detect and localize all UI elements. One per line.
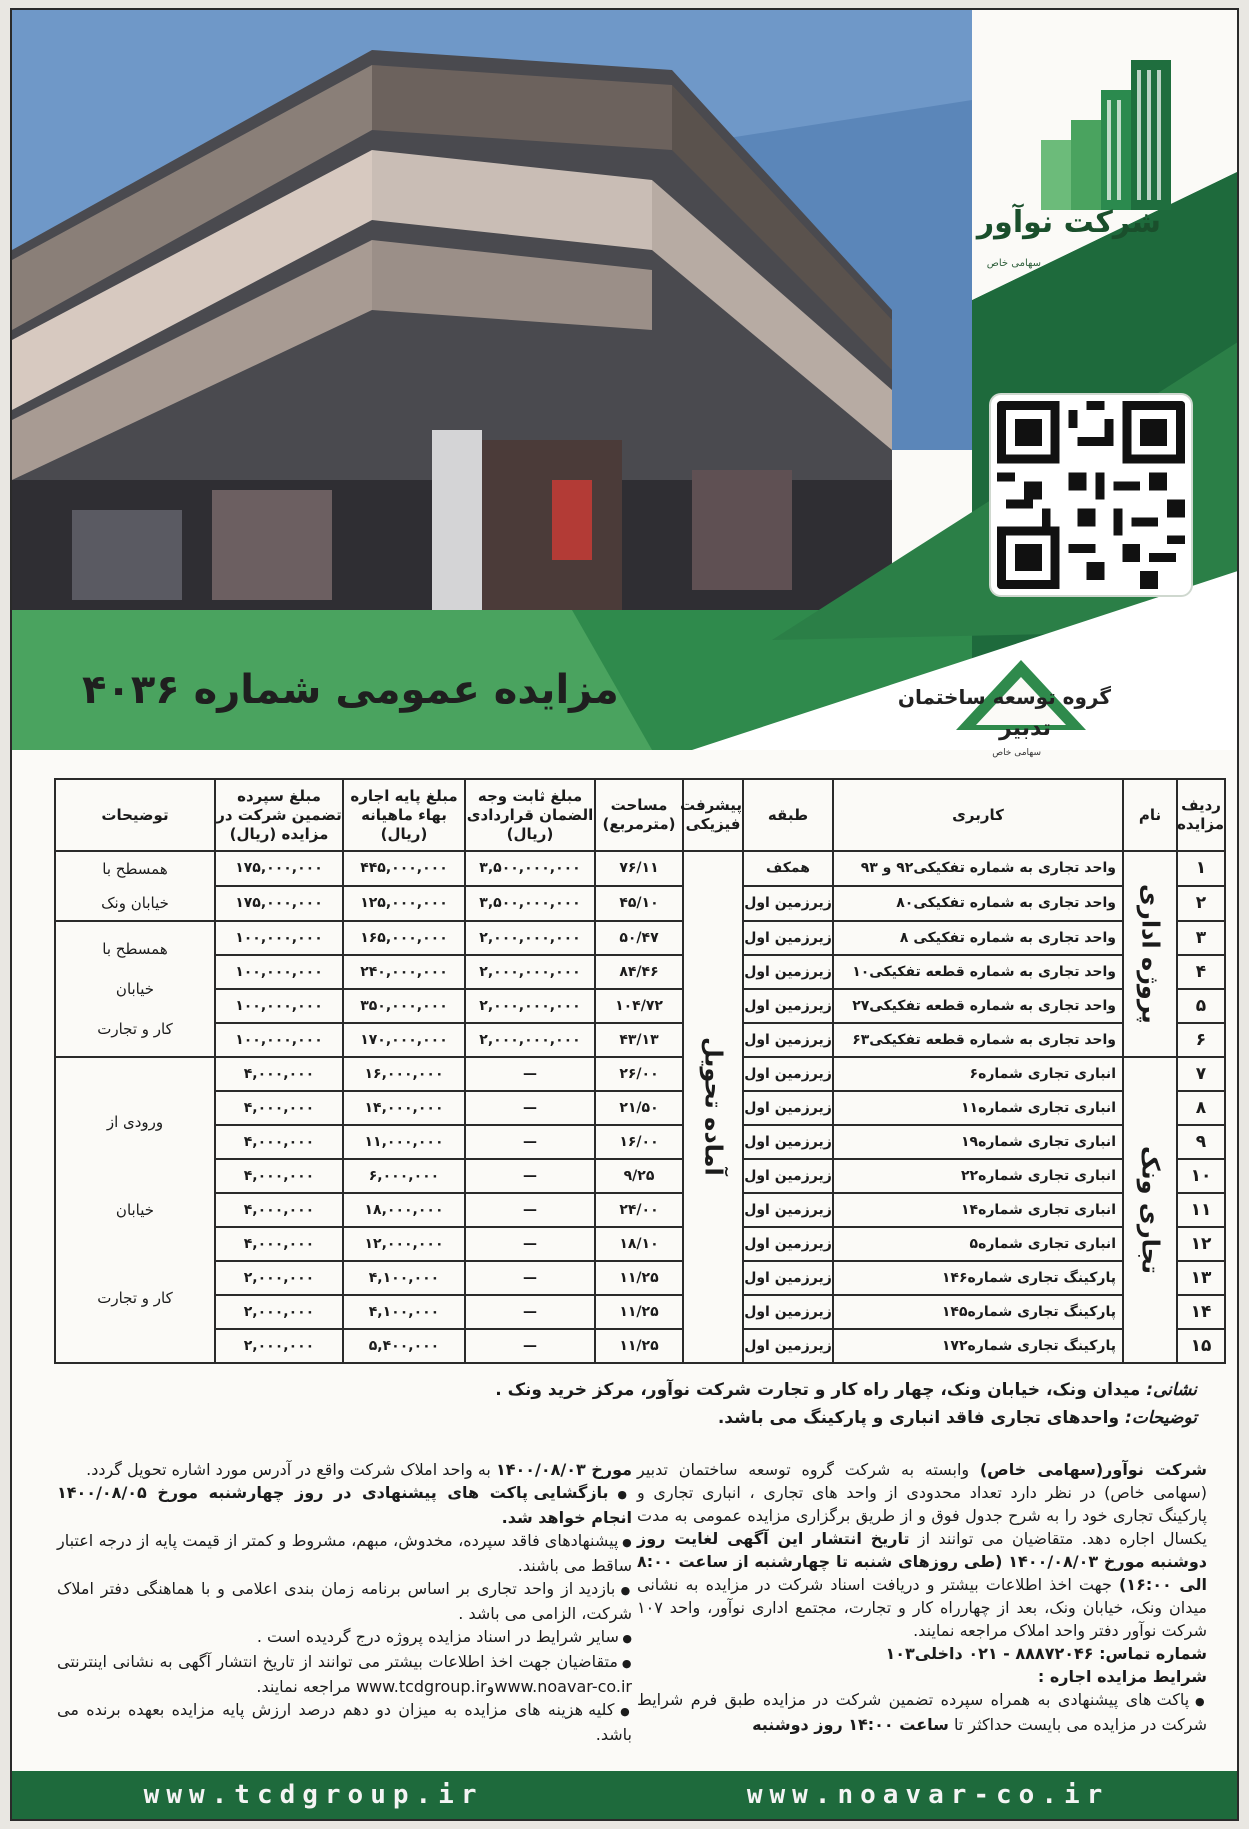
floor: زیرزمین اول xyxy=(743,1023,833,1057)
row-number: ۱۱ xyxy=(1177,1193,1225,1227)
intro-paragraph: وابسته به شرکت گروه توسعه ساختمان تدبیر (سهامی خاص) در نظر دارد تعداد محدودی از واحد های تجاری ، انباری تجاری و پارکینگ تجاری خود را به شرح جدول فوق و از طریق برگزاری مزایده عمومی به مدت یکسال اجاره دهد. متقاضیان می توانند از xyxy=(637,1460,1207,1548)
base-rent: ۱۷۰,۰۰۰,۰۰۰ xyxy=(343,1023,465,1057)
table-row xyxy=(55,1295,1225,1329)
deposit: ۱۰۰,۰۰۰,۰۰۰ xyxy=(215,1023,343,1057)
floor: زیرزمین اول xyxy=(743,1159,833,1193)
condition-costs: ● کلیه هزینه های مزایده به میزان دو دهم درصد ارزش پایه مزایده بعهده برنده می باشد. xyxy=(57,1698,632,1746)
opening-date: ● بازگشایی پاکت های پیشنهادی در روز چهارشنبه مورخ ۱۴۰۰/۰۸/۰۵ انجام خواهد شد. xyxy=(57,1481,632,1529)
deposit: ۲,۰۰۰,۰۰۰ xyxy=(215,1261,343,1295)
header-usage: کاربری xyxy=(833,779,1123,851)
row-number: ۱۰ xyxy=(1177,1159,1225,1193)
area: ۲۴/۰۰ xyxy=(595,1193,683,1227)
row-number: ۹ xyxy=(1177,1125,1225,1159)
floor: زیرزمین اول xyxy=(743,886,833,921)
row-number: ۸ xyxy=(1177,1091,1225,1125)
row-number: ۱ xyxy=(1177,851,1225,886)
table-row xyxy=(55,1227,1225,1261)
footer-url-tcdgroup[interactable]: www.tcdgroup.ir xyxy=(143,1780,484,1810)
row-number: ۲ xyxy=(1177,886,1225,921)
fixed-amount: — xyxy=(465,1159,595,1193)
condition-other: ● سایر شرایط در اسناد مزایده پروژه درج گردیده است . xyxy=(57,1625,632,1650)
notes-line: کار و تجارت xyxy=(97,1289,173,1307)
floor: زیرزمین اول xyxy=(743,1295,833,1329)
floor: زیرزمین اول xyxy=(743,1329,833,1363)
contact-phone: شماره تماس: ۸۸۸۷۲۰۴۶ - ۰۲۱ داخلی۱۰۳ xyxy=(885,1644,1207,1663)
usage: انباری تجاری شماره۱۴ xyxy=(833,1193,1123,1227)
progress-status: آماده تحویل xyxy=(699,1037,728,1176)
address-label: نشانی: xyxy=(1146,1380,1197,1400)
notes-line: ورودی از xyxy=(106,1113,164,1131)
notes-cell xyxy=(55,1057,215,1363)
table-row xyxy=(55,1125,1225,1159)
floor: زیرزمین اول xyxy=(743,989,833,1023)
deadline-text: تاریخ انتشار این آگهی لغایت روز دوشنبه مورخ ۱۴۰۰/۰۸/۰۳ (طی روزهای شنبه تا چهارشنبه از ساعت ۸:۰۰ الی ۱۶:۰۰) xyxy=(637,1529,1208,1594)
notes-line: خیابان ونک xyxy=(101,894,169,912)
address-text: میدان ونک، خیابان ونک، چهار راه کار و تجارت شرکت نوآور، مرکز خرید ونک . xyxy=(495,1380,1141,1400)
table-row xyxy=(55,921,1225,955)
qr-code xyxy=(991,395,1191,595)
floor: زیرزمین اول xyxy=(743,1261,833,1295)
base-rent: ۲۴۰,۰۰۰,۰۰۰ xyxy=(343,955,465,989)
delivery-text: به واحد املاک شرکت واقع در آدرس مورد اشاره تحویل گردد. xyxy=(86,1460,491,1479)
company-intro-name: شرکت نوآور(سهامی خاص) xyxy=(979,1460,1207,1479)
usage: انباری تجاری شماره۱۹ xyxy=(833,1125,1123,1159)
usage: واحد تجاری به شماره قطعه تفکیکی۶۳ xyxy=(833,1023,1123,1057)
header-area: مساحت (مترمربع) xyxy=(595,779,683,851)
deposit: ۱۷۵,۰۰۰,۰۰۰ xyxy=(215,886,343,921)
fixed-amount: — xyxy=(465,1227,595,1261)
floor: زیرزمین اول xyxy=(743,1057,833,1091)
area: ۴۳/۱۳ xyxy=(595,1023,683,1057)
header-progress: پیشرفت فیزیکی xyxy=(683,779,743,851)
header-row-no: ردیف مزایده xyxy=(1177,779,1225,851)
fixed-amount: — xyxy=(465,1295,595,1329)
floor: زیرزمین اول xyxy=(743,921,833,955)
floor: همکف xyxy=(743,851,833,886)
area: ۲۱/۵۰ xyxy=(595,1091,683,1125)
base-rent: ۱۴,۰۰۰,۰۰۰ xyxy=(343,1091,465,1125)
condition-1-deadline: ساعت ۱۴:۰۰ روز دوشنبه xyxy=(752,1715,949,1734)
row-number: ۳ xyxy=(1177,921,1225,955)
base-rent: ۴۴۵,۰۰۰,۰۰۰ xyxy=(343,851,465,886)
notes-cell xyxy=(55,851,215,921)
deposit: ۴,۰۰۰,۰۰۰ xyxy=(215,1227,343,1261)
base-rent: ۴,۱۰۰,۰۰۰ xyxy=(343,1295,465,1329)
row-number: ۷ xyxy=(1177,1057,1225,1091)
deposit: ۴,۰۰۰,۰۰۰ xyxy=(215,1159,343,1193)
notes-line: کار و تجارت xyxy=(97,1020,173,1038)
fixed-amount: ۳,۵۰۰,۰۰۰,۰۰۰ xyxy=(465,886,595,921)
area: ۱۰۴/۷۲ xyxy=(595,989,683,1023)
usage: واحد تجاری به شماره تفکیکی۹۲ و ۹۳ xyxy=(833,851,1123,886)
deposit: ۱۰۰,۰۰۰,۰۰۰ xyxy=(215,989,343,1023)
base-rent: ۱۲,۰۰۰,۰۰۰ xyxy=(343,1227,465,1261)
base-rent: ۶,۰۰۰,۰۰۰ xyxy=(343,1159,465,1193)
conditions-title: شرایط مزایده اجاره : xyxy=(1037,1667,1207,1686)
condition-visit: ● بازدید از واحد تجاری بر اساس برنامه زمان بندی اعلامی و با هماهنگی دفتر املاک شرکت، الزامی می باشد . xyxy=(57,1577,632,1625)
fixed-amount: ۳,۵۰۰,۰۰۰,۰۰۰ xyxy=(465,851,595,886)
usage: واحد تجاری به شماره تفکیکی ۸ xyxy=(833,921,1123,955)
notes-cell xyxy=(55,921,215,1057)
row-number: ۱۴ xyxy=(1177,1295,1225,1329)
usage: پارکینگ تجاری شماره۱۷۲ xyxy=(833,1329,1123,1363)
table-row xyxy=(55,1193,1225,1227)
header xyxy=(12,10,1239,758)
usage: واحد تجاری به شماره تفکیکی۸۰ xyxy=(833,886,1123,921)
group-subtitle: سهامی خاص xyxy=(992,748,1041,758)
deposit: ۴,۰۰۰,۰۰۰ xyxy=(215,1057,343,1091)
base-rent: ۱۸,۰۰۰,۰۰۰ xyxy=(343,1193,465,1227)
deposit: ۲,۰۰۰,۰۰۰ xyxy=(215,1329,343,1363)
usage: انباری تجاری شماره۱۱ xyxy=(833,1091,1123,1125)
notes-line: همسطح با xyxy=(102,940,168,958)
base-rent: ۴,۱۰۰,۰۰۰ xyxy=(343,1261,465,1295)
usage: انباری تجاری شماره۶ xyxy=(833,1057,1123,1091)
area: ۷۶/۱۱ xyxy=(595,851,683,886)
base-rent: ۱۶,۰۰۰,۰۰۰ xyxy=(343,1057,465,1091)
project-name-cell-2 xyxy=(1123,1057,1177,1363)
floor: زیرزمین اول xyxy=(743,1227,833,1261)
fixed-amount: — xyxy=(465,1125,595,1159)
row-number: ۱۵ xyxy=(1177,1329,1225,1363)
base-rent: ۱۲۵,۰۰۰,۰۰۰ xyxy=(343,886,465,921)
company-name: شرکت نوآور xyxy=(976,205,1161,240)
deposit: ۱۰۰,۰۰۰,۰۰۰ xyxy=(215,955,343,989)
header-notes: توضیحات xyxy=(55,779,215,851)
deadline-date: مورخ ۱۴۰۰/۰۸/۰۳ xyxy=(495,1460,632,1479)
table-row xyxy=(55,886,1225,921)
table-row xyxy=(55,1091,1225,1125)
deposit: ۱۰۰,۰۰۰,۰۰۰ xyxy=(215,921,343,955)
project-name-1: پروژه اداری xyxy=(1136,883,1165,1024)
area: ۲۶/۰۰ xyxy=(595,1057,683,1091)
company-logo xyxy=(921,40,1221,280)
deposit: ۱۷۵,۰۰۰,۰۰۰ xyxy=(215,851,343,886)
table-row xyxy=(55,1023,1225,1057)
usage: انباری تجاری شماره۵ xyxy=(833,1227,1123,1261)
usage: پارکینگ تجاری شماره۱۴۶ xyxy=(833,1261,1123,1295)
group-name: گروه توسعه ساختمان xyxy=(897,685,1111,709)
auction-title: مزایده عمومی شماره ۴۰۳۶ xyxy=(82,667,619,713)
usage: واحد تجاری به شماره قطعه تفکیکی۲۷ xyxy=(833,989,1123,1023)
area: ۸۴/۴۶ xyxy=(595,955,683,989)
deposit: ۴,۰۰۰,۰۰۰ xyxy=(215,1125,343,1159)
fixed-amount: ۲,۰۰۰,۰۰۰,۰۰۰ xyxy=(465,955,595,989)
area: ۱۱/۲۵ xyxy=(595,1295,683,1329)
row-number: ۴ xyxy=(1177,955,1225,989)
fixed-amount: — xyxy=(465,1329,595,1363)
base-rent: ۵,۴۰۰,۰۰۰ xyxy=(343,1329,465,1363)
progress-status-cell xyxy=(683,851,743,1363)
area: ۵۰/۴۷ xyxy=(595,921,683,955)
base-rent: ۳۵۰,۰۰۰,۰۰۰ xyxy=(343,989,465,1023)
area: ۱۸/۱۰ xyxy=(595,1227,683,1261)
area: ۹/۲۵ xyxy=(595,1159,683,1193)
header-floor: طبقه xyxy=(743,779,833,851)
usage: پارکینگ تجاری شماره۱۴۵ xyxy=(833,1295,1123,1329)
project-name-cell xyxy=(1123,851,1177,1057)
deposit: ۲,۰۰۰,۰۰۰ xyxy=(215,1295,343,1329)
base-rent: ۱۶۵,۰۰۰,۰۰۰ xyxy=(343,921,465,955)
area: ۱۶/۰۰ xyxy=(595,1125,683,1159)
table-row xyxy=(55,1057,1225,1091)
row-number: ۱۲ xyxy=(1177,1227,1225,1261)
body-left-column xyxy=(57,1458,632,1746)
notes-line: خیابان xyxy=(115,980,155,998)
company-subtitle: سهامی خاص xyxy=(986,258,1041,269)
project-name-2: تجاری ونک xyxy=(1136,1145,1165,1274)
header-fixed-amount: مبلغ ثابت وجه الضمان قراردادی (ریال) xyxy=(465,779,595,851)
fixed-amount: — xyxy=(465,1091,595,1125)
header-base-rent: مبلغ پایه اجاره بهاء ماهیانه (ریال) xyxy=(343,779,465,851)
condition-invalid-bids: ● پیشنهادهای فاقد سپرده، مخدوش، مبهم، مشروط و کمتر از قیمت پایه از درجه اعتبار ساقط می باشند. xyxy=(57,1529,632,1577)
group-name-brand: تدبیر xyxy=(999,716,1051,741)
area: ۱۱/۲۵ xyxy=(595,1329,683,1363)
floor: زیرزمین اول xyxy=(743,955,833,989)
intro-paragraph-end: جهت اخذ اطلاعات بیشتر و دریافت اسناد شرکت در مزایده به نشانی میدان ونک، خیابان ونک، بعد از چهارراه کار و تجارت، مجتمع اداری نوآور، واحد ۱۰۷ شرکت نوآور دفتر واحد املاک مراجعه نمایند. xyxy=(637,1575,1207,1640)
address-block xyxy=(17,1376,1197,1432)
table-row xyxy=(55,1261,1225,1295)
usage: انباری تجاری شماره۲۲ xyxy=(833,1159,1123,1193)
fixed-amount: — xyxy=(465,1261,595,1295)
fixed-amount: ۲,۰۰۰,۰۰۰,۰۰۰ xyxy=(465,921,595,955)
usage: واحد تجاری به شماره قطعه تفکیکی۱۰ xyxy=(833,955,1123,989)
deposit: ۴,۰۰۰,۰۰۰ xyxy=(215,1193,343,1227)
row-number: ۶ xyxy=(1177,1023,1225,1057)
footer-url-noavar[interactable]: www.noavar-co.ir xyxy=(746,1780,1110,1810)
floor: زیرزمین اول xyxy=(743,1125,833,1159)
advertisement-page xyxy=(10,8,1239,1821)
notes-line: خیابان xyxy=(115,1201,155,1219)
table-header-row xyxy=(55,779,1225,851)
notes-line: همسطح با xyxy=(102,860,168,878)
notes-label: توضیحات: xyxy=(1124,1408,1197,1428)
header-deposit: مبلغ سپرده تضمین شرکت در مزایده (ریال) xyxy=(215,779,343,851)
condition-1: پاکت های پیشنهادی به همراه سپرده تضمین شرکت در مزایده طبق فرم شرایط شرکت در مزایده می بایست حداکثر تا xyxy=(637,1690,1207,1734)
floor: زیرزمین اول xyxy=(743,1091,833,1125)
deposit: ۴,۰۰۰,۰۰۰ xyxy=(215,1091,343,1125)
footer-bar xyxy=(12,1771,1239,1819)
table-row xyxy=(55,989,1225,1023)
table-row xyxy=(55,955,1225,989)
base-rent: ۱۱,۰۰۰,۰۰۰ xyxy=(343,1125,465,1159)
fixed-amount: ۲,۰۰۰,۰۰۰,۰۰۰ xyxy=(465,1023,595,1057)
fixed-amount: — xyxy=(465,1057,595,1091)
row-number: ۵ xyxy=(1177,989,1225,1023)
header-name: نام xyxy=(1123,779,1177,851)
table-row xyxy=(55,851,1225,886)
row-number: ۱۳ xyxy=(1177,1261,1225,1295)
condition-website: ● متقاضیان جهت اخذ اطلاعات بیشتر می توانند از تاریخ انتشار آگهی به نشانی اینترنتی www.noavar-co.irوwww.tcdgroup.ir مراجعه نمایند. xyxy=(57,1650,632,1698)
notes-text: واحدهای تجاری فاقد انباری و پارکینگ می باشد. xyxy=(717,1408,1120,1428)
area: ۴۵/۱۰ xyxy=(595,886,683,921)
body-right-column xyxy=(637,1458,1207,1736)
fixed-amount: ۲,۰۰۰,۰۰۰,۰۰۰ xyxy=(465,989,595,1023)
table-row xyxy=(55,1159,1225,1193)
auction-table xyxy=(54,778,1224,1364)
floor: زیرزمین اول xyxy=(743,1193,833,1227)
area: ۱۱/۲۵ xyxy=(595,1261,683,1295)
fixed-amount: — xyxy=(465,1193,595,1227)
table-row xyxy=(55,1329,1225,1363)
